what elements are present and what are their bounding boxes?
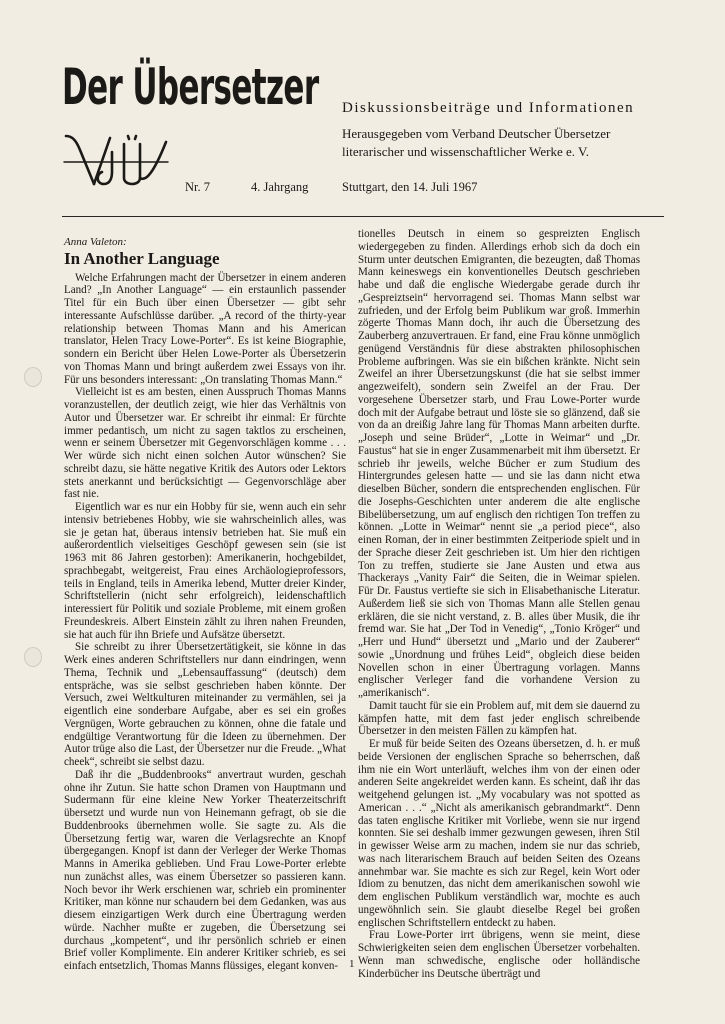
paragraph: Er muß für beide Seiten des Ozeans übersetzen, d. h. er muß beide Versionen der englischen Sprache so beherrschen, daß ihm nie ein Wort unterläuft, welches ihm von der einen oder anderen Seite angekreidet werden kann. Es scheint, daß ihr das weitgehend gelungen ist. „My vocabulary was not spotted as American . . .“ „Nicht als amerikanisch gebrandmarkt“. Denn das taten englische Kritiker mit Vorliebe, wenn sie nur irgend konnten. Sie sei deshalb immer gezwungen gewesen, ihren Stil in gewisser Weise arm zu machen, indem sie nur das schrieb, was nach literarischem Brauch auf beiden Seiten des Ozeans annehmbar war. Sie machte es sich zur Regel, kein Wort oder Idiom zu benutzen, das nicht dem amerikanischen sowohl wie dem englischen Publikum verständlich war, mochte es auch ungewöhnlich sein. Sie glaubt dieselbe Regel bei großen englischen Schriftstellern entdeckt zu haben. <box>358 738 640 929</box>
paragraph: Eigentlich war es nur ein Hobby für sie, wenn auch ein sehr intensiv betriebenes Hobby, wie sie wahrscheinlich alles, was sie je getan hat, überaus intensiv betrieben hat. Sie muß ein außerordentlich vielseitiges Geschöpf gewesen sein (sie ist 1963 mit 86 Jahren gestorben): Amerikanerin, hochgebildet, sprachbegabt, weitgereist, Frau eines Archäologieprofessors, teils in England, teils in Amerika lebend, Mutter dreier Kinder, Schriftstellerin (nicht sehr erfolgreich), leidenschaftlich interessiert für Politik und soziale Probleme, mit einem großen Freundeskreis. Albert Einstein zählt zu ihren nahen Freunden, sie hat auch für ihn Briefe und Aufsätze übersetzt. <box>64 501 346 641</box>
left-column <box>64 236 346 972</box>
byline: Anna Valeton: <box>64 236 127 248</box>
journal-subtitle: Diskussionsbeiträge und Informationen <box>342 100 635 116</box>
page-number: 1 <box>349 958 355 970</box>
journal-title: Der Übersetzer <box>62 58 319 116</box>
paragraph: Daß ihr die „Buddenbrooks“ anvertraut wurden, geschah ohne ihr Zutun. Sie hatte schon Dramen von Hauptmann und Sudermann für eine kleine New Yorker Theaterzeitschrift übersetzt und wurde nun von Heinemann gefragt, ob sie die Buddenbrooks übernehmen wolle. Sie sagte zu. Als die Übersetzung fertig war, waren die Verlagsrechte an Knopf übergegangen. Knopf ist dann der Verleger der Werke Thomas Manns in Amerika geblieben. Und Frau Lowe-Porter erlebte nun zunächst alles, was einem Übersetzer so passieren kann. Noch bevor ihr Werk erschienen war, schrieb ein prominenter Kritiker, man könne nur schaudern bei dem Gedanken, was aus diesem einzigartigen Werk durch eine Übertragung werden würde. Nachher mußte er zugeben, die Übersetzung sei durchaus „kompetent“, und ihr persönlich schrieb er einen Brief voller Komplimente. Ein anderer Kritiker schrieb, es sei einfach entsetzlich, Thomas Manns flüssiges, elegant konven- <box>64 768 346 972</box>
header-divider <box>62 216 664 217</box>
punch-hole <box>24 647 42 667</box>
paragraph: Frau Lowe-Porter irrt übrigens, wenn sie meint, diese Schwierigkeiten seien dem englischen Übersetzer vorbehalten. Wenn man schwedische, englische oder holländische Kinderbücher ins Deutsche überträgt und <box>358 929 640 980</box>
punch-hole <box>24 367 42 387</box>
vdue-logo-icon <box>62 132 172 192</box>
publisher-line-1: Herausgegeben vom Verband Deutscher Übersetzer <box>342 126 611 141</box>
publisher-info <box>342 125 610 161</box>
paragraph: Damit taucht für sie ein Problem auf, mit dem sie dauernd zu kämpfen hatte, mit dem fast jeder englisch schreibende Übersetzer in den meisten Fällen zu kämpfen hat. <box>358 699 640 738</box>
paragraph: tionelles Deutsch in einem so gespreizten Englisch wiedergegeben zu finden. Allerdings erhob sich da doch ein Sturm unter deutschen Emigranten, die bezeugten, daß Thomas Mann keineswegs ein konventionelles Deutsch geschrieben habe und daß die englische Wiedergabe gerade durch ihr „Gespreiztsein“ hervorragend sei. Thomas Mann selbst war zufrieden, und der Erfolg beim Publikum war groß. Immerhin zögerte Thomas Mann doch, ihr auch die Übersetzung des Zauberberg anzuvertrauen. Er fand, eine Frau könne unmöglich genügend Verständnis für diese abstrakten philosophischen Probleme aufbringen. Was sie ein bißchen kränkte. Nicht sein Zweifel an ihrer Übersetzungskunst (die hat sie selbst immer angezweifelt), sondern sein Zweifel an der Frau. Der vorgesehene Übersetzer starb, und Frau Lowe-Porter wurde doch mit der Aufgabe betraut und löste sie so glänzend, daß sie von da an dreißig Jahre lang für Thomas Mann arbeiten durfte. „Joseph und seine Brüder“, „Lotte in Weimar“ und „Dr. Faustus“ hat sie in enger Zusammenarbeit mit ihm übersetzt. Er schrieb ihr jeweils, welche Bücher er zum Studium des Hintergrundes gelesen hatte — und sie las dann nicht etwa dieselben Bücher, sondern die entsprechenden englischen. Für die Josephs-Geschichten unter anderem die alte englische Bibelübersetzung, um auf englisch den richtigen Ton treffen zu können. „Lotte in Weimar“ nennt sie „a period piece“, also einen Roman, der in einer bestimmten Zeitperiode spielt und in der Sprache dieser Zeit geschrieben ist. Um hier den richtigen Ton zu treffen, studierte sie Jane Austen und etwa aus Thackerays „Vanity Fair“ die Seiten, die in Weimar spielen. Für Dr. Faustus vertiefte sie sich in Elisabethanische Literatur. Außerdem ließ sie sich von Thomas Mann alle Stellen genau erklären, die sie nicht verstand, z. B. alles über Musik, die ihr fremd war. Sie hat „Der Tod in Venedig“, „Tonio Kröger“ und „Herr und Hund“ übersetzt und „Mario und der Zauberer“ sowie „Unordnung und frühes Leid“, obgleich diese beiden Novellen schon in einer Übertragung vorlagen. Manns englischer Verleger fand die vorhandene Version zu „amerikanisch“. <box>358 228 640 699</box>
right-column <box>358 228 640 980</box>
issue-number: Nr. 7 <box>185 180 210 194</box>
paragraph: Vielleicht ist es am besten, einen Ausspruch Thomas Manns voranzustellen, der deutlich zeigt, wie hier das Verhältnis von Autor und Übersetzer war. Er schreibt ihr einmal: Er fürchte immer pedantisch, um nicht zu sagen taktlos zu erscheinen, wenn er seinem Übersetzer mit Gegenvorschlägen komme . . . Wer würde sich nicht einen solchen Autor wünschen? Sie schreibt dazu, sie hätte negative Kritik des Autors oder Lektors stets anerkannt und berücksichtigt — Gegenvorschläge aber fast nie. <box>64 386 346 501</box>
masthead <box>62 58 662 194</box>
paragraph: Sie schreibt zu ihrer Übersetzertätigkeit, sie könne in das Werk eines anderen Schriftstellers nur dann eindringen, wenn Thema, Technik und „Lebensauffassung“ (deutsch) dem entspräche, was sie selbst geschrieben haben könnte. Der Versuch, zwei Weltkulturen miteinander zu vermählen, sei ja eigentlich eine sonderbare Aufgabe, aber es sei ein großes Vergnügen, Worte gebrauchen zu können, ohne die fatale und endgültige Verantwortung für die Ideen zu übernehmen. Der Autor trüge also die Last, der Übersetzer nur die Freude. „What cheek“, schreibt sie selbst dazu. <box>64 641 346 768</box>
article-headline: In Another Language <box>64 248 220 268</box>
place-date: Stuttgart, den 14. Juli 1967 <box>342 180 478 194</box>
paragraph: Welche Erfahrungen macht der Übersetzer in einem anderen Land? „In Another Language“ — ein erstaunlich passender Titel für ein Buch über einen Übersetzer — gibt sehr interessante Aufschlüsse darüber. „A record of the thirty-year relationship between Thomas Mann and his American translator, Helen Tracy Lowe-Porter“. Es ist keine Biographie, sondern ein Bericht über Helen Lowe-Porter als Übersetzerin von Thomas Mann und bringt außerdem zwei Essays von ihr. Für uns besonders interessant: „On translating Thomas Mann.“ <box>64 271 346 386</box>
publisher-line-2: literarischer und wissenschaftlicher Werke e. V. <box>342 144 589 159</box>
volume: 4. Jahrgang <box>251 180 309 194</box>
